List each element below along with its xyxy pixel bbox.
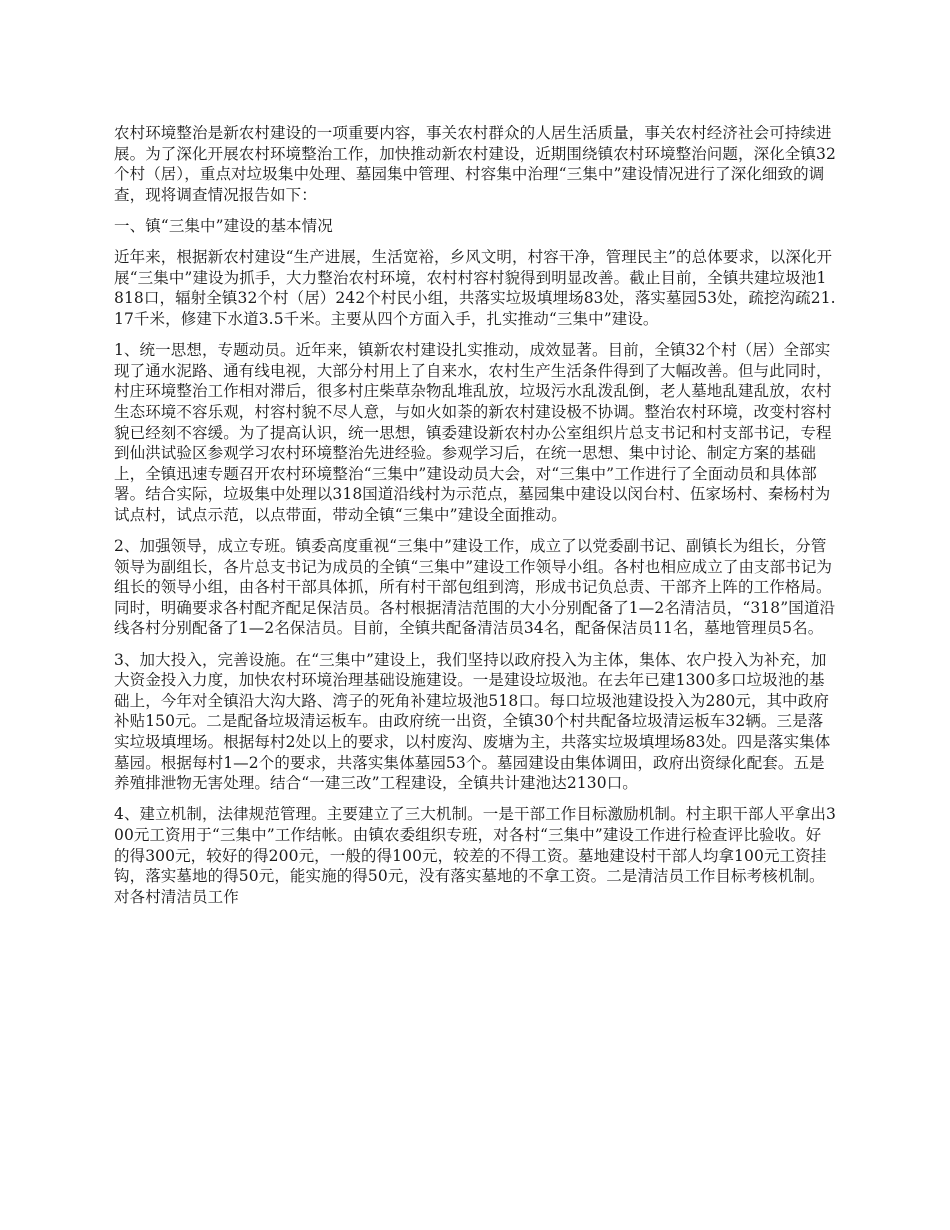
point-1-paragraph: 1、统一思想，专题动员。近年来，镇新农村建设扎实推动，成效显著。目前，全镇32个村（居）全部实现了通水泥路、通有线电视，大部分村用上了自来水，农村生产生活条件得到了大幅改善。但与此同时，村庄环境整治工作相对滞后，很多村庄柴草杂物乱堆乱放，垃圾污水乱泼乱倒，老人墓地乱建乱放，农村生态环境不容乐观，村容村貌不尽人意，与如火如荼的新农村建设极不协调。整治农村环境，改变村容村貌已经刻不容缓。为了提高认识，统一思想，镇委建设新农村办公室组织片总支书记和村支部书记，专程到仙洪试验区参观学习农村环境整治先进经验。参观学习后，在统一思想、集中讨论、制定方案的基础上，全镇迅速专题召开农村环境整治“三集中”建设动员大会，对“三集中”工作进行了全面动员和具体部署。结合实际，垃圾集中处理以318国道沿线村为示范点，墓园集中建设以闵台村、伍家场村、秦杨村为试点村，试点示范，以点带面，带动全镇“三集中”建设全面推动。 (114, 341, 832, 524)
section-heading: 一、镇“三集中”建设的基本情况 (114, 216, 333, 235)
intro-paragraph: 农村环境整治是新农村建设的一项重要内容，事关农村群众的人居生活质量，事关农村经济社会可持续进展。为了深化开展农村环境整治工作，加快推动新农村建设，近期围绕镇农村环境整治问题，深化全镇32个村（居），重点对垃圾集中处理、墓园集中管理、村容集中治理“三集中”建设情况进行了深化细致的调查，现将调查情况报告如下： (114, 124, 836, 204)
document-page (114, 123, 836, 1213)
point-3-paragraph: 3、加大投入，完善设施。在“三集中”建设上，我们坚持以政府投入为主体，集体、农户投入为补充，加大资金投入力度，加快农村环境治理基础设施建设。一是建设垃圾池。在去年已建1300多口垃圾池的基础上，今年对全镇沿大沟大路、湾子的死角补建垃圾池518口。每口垃圾池建设投入为280元，其中政府补贴150元。二是配备垃圾清运板车。由政府统一出资，全镇30个村共配备垃圾清运板车32辆。三是落实垃圾填埋场。根据每村2处以上的要求，以村废沟、废塘为主，共落实垃圾填埋场83处。四是落实集体墓园。根据每村1—2个的要求，共落实集体墓园53个。墓园建设由集体调田，政府出资绿化配套。五是养殖排泄物无害处理。结合“一建三改”工程建设，全镇共计建池达2130口。 (114, 650, 831, 793)
overview-paragraph: 近年来，根据新农村建设“生产进展，生活宽裕，乡风文明，村容干净，管理民主”的总体要求，以深化开展“三集中”建设为抓手，大力整治农村环境，农村村容村貌得到明显改善。截止目前，全镇共建垃圾池1818口，辐射全镇32个村（居）242个村民小组，共落实垃圾填埋场83处，落实墓园53处，疏挖沟疏21.17千米，修建下水道3.5千米。主要从四个方面入手，扎实推动“三集中”建设。 (114, 248, 836, 328)
point-2-paragraph: 2、加强领导，成立专班。镇委高度重视“三集中”建设工作，成立了以党委副书记、副镇长为组长，分管领导为副组长，各片总支书记为成员的全镇“三集中”建设工作领导小组。各村也相应成立了由支部书记为组长的领导小组，由各村干部具体抓，所有村干部包组到湾，形成书记负总责、干部齐上阵的工作格局。同时，明确要求各村配齐配足保洁员。各村根据清洁范围的大小分别配备了1—2名清洁员，“318”国道沿线各村分别配备了1—2名保洁员。目前，全镇共配备清洁员34名，配备保洁员11名，墓地管理员5名。 (114, 537, 836, 638)
point-4-paragraph: 4、建立机制，法律规范管理。主要建立了三大机制。一是干部工作目标激励机制。村主职干部人平拿出300元工资用于“三集中”工作结帐。由镇农委组织专班，对各村“三集中”建设工作进行检查评比验收。好的得300元，较好的得200元，一般的得100元，较差的不得工资。墓地建设村干部人均拿100元工资挂钩，落实墓地的得50元，能实施的得50元，没有落实墓地的不拿工资。二是清洁员工作目标考核机制。对各村清洁员工作 (114, 805, 836, 906)
